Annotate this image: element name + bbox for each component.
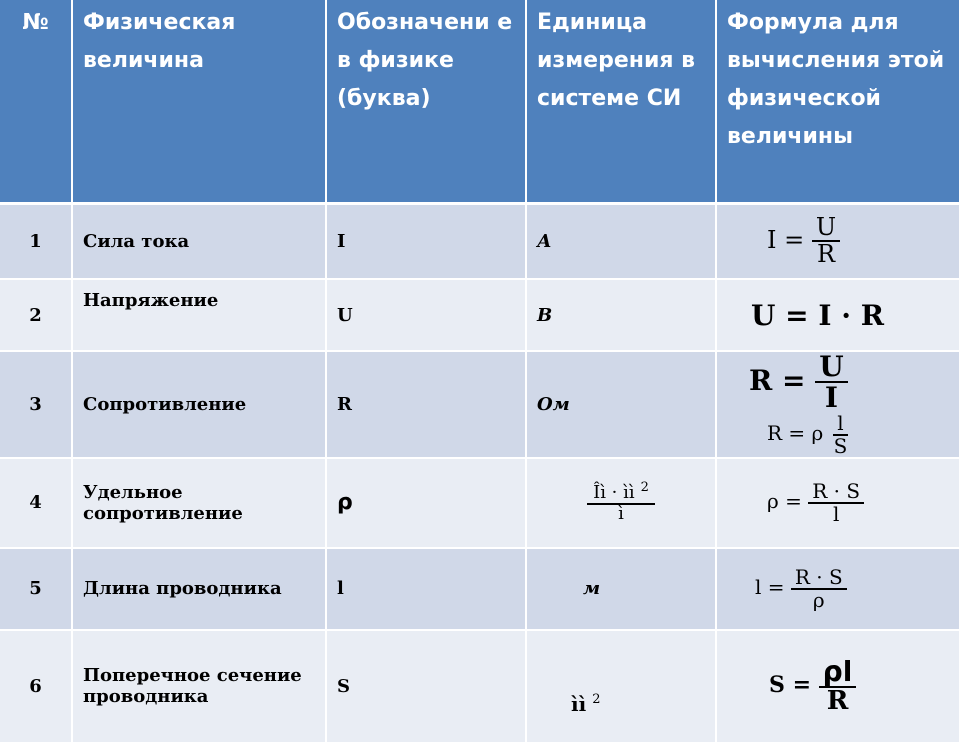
header-row [0,0,960,203]
row-number: 5 [0,548,72,630]
formula-left: l [755,575,762,600]
table-row [0,279,960,351]
header-number: № [0,0,72,203]
header-quantity: Физическая величина [72,0,326,203]
quantity-name: Поперечное сечение проводника [72,630,326,743]
fraction-numerator: R · S [791,567,847,590]
formula-left: S [769,672,785,699]
row-number: 6 [0,630,72,743]
formula-cell [716,279,960,351]
formula-fraction [830,410,852,458]
quantity-symbol: S [326,630,526,743]
formula-left: ρ [767,489,779,514]
quantity-name: Удельное сопротивление [72,458,326,548]
formula [755,564,847,612]
formula-eq: = [792,672,811,699]
formula-cell [716,351,960,458]
fraction-numerator: l [833,413,847,436]
formula-left: R [767,421,783,446]
formula [767,213,840,269]
formula-eq: = [785,489,802,514]
fraction-denominator: ì [618,503,624,525]
si-unit [526,630,716,743]
quantity-name: Сопротивление [72,351,326,458]
table-row [0,203,960,279]
row-number: 2 [0,279,72,351]
si-unit: Ом [526,351,716,458]
fraction-numerator: U [815,352,847,383]
formula-cell [716,630,960,743]
quantity-symbol: l [326,548,526,630]
si-unit: А [526,203,716,279]
formula-fraction [808,478,864,526]
header-unit: Единица измерения в системе СИ [526,0,716,203]
unit-numerator-text: Îì · ìì [593,482,635,504]
unit-text [571,692,600,716]
formula [767,478,864,526]
fraction-numerator: ρl [819,657,857,688]
table-row [0,548,960,630]
table-row [0,458,960,548]
quantity-name: Напряжение [72,279,326,351]
formula-eq: = [782,363,806,397]
row-number: 4 [0,458,72,548]
header-symbol: Обозначени е в физике (буква) [326,0,526,203]
row-number: 3 [0,351,72,458]
quantity-name: Сила тока [72,203,326,279]
fraction-denominator: I [824,381,839,415]
fraction-denominator: R [826,686,849,717]
formula-eq: = [784,225,805,254]
fraction-numerator [587,481,655,505]
formula [749,350,848,415]
fraction-denominator: ρ [812,587,825,612]
formula-fraction [815,352,847,413]
formula-cell [716,203,960,279]
row-number: 1 [0,203,72,279]
formula-eq: = ρ [788,421,824,446]
si-unit: В [526,279,716,351]
quantity-symbol: R [326,351,526,458]
formula-cell [716,458,960,548]
si-unit: м [526,548,716,630]
quantity-symbol: I [326,203,526,279]
quantity-symbol: U [326,279,526,351]
formula-cell [716,548,960,630]
formula-fraction [791,564,847,612]
formula-secondary [767,410,851,458]
formula-left: R [749,363,773,397]
fraction-denominator: R [816,240,836,269]
formula-eq: = [767,575,785,600]
quantity-symbol: ρ [326,458,526,548]
fraction-numerator: U [812,215,840,242]
unit-base: ìì [571,691,587,716]
formula-fraction [819,654,857,717]
formula-fraction [812,215,840,267]
header-formula: Формула для вычисления этой физической величины [716,0,960,203]
unit-exponent: 2 [592,692,601,708]
quantity-name: Длина проводника [72,548,326,630]
formula-left: I [767,225,777,254]
table-row [0,630,960,743]
table-row [0,351,960,458]
unit-fraction [587,481,655,524]
si-unit [526,458,716,548]
fraction-numerator: R · S [808,481,864,504]
fraction-denominator: l [832,501,840,526]
formula: U = I · R [751,298,884,332]
unit-exponent: 2 [640,480,649,496]
fraction-denominator: S [833,433,848,458]
